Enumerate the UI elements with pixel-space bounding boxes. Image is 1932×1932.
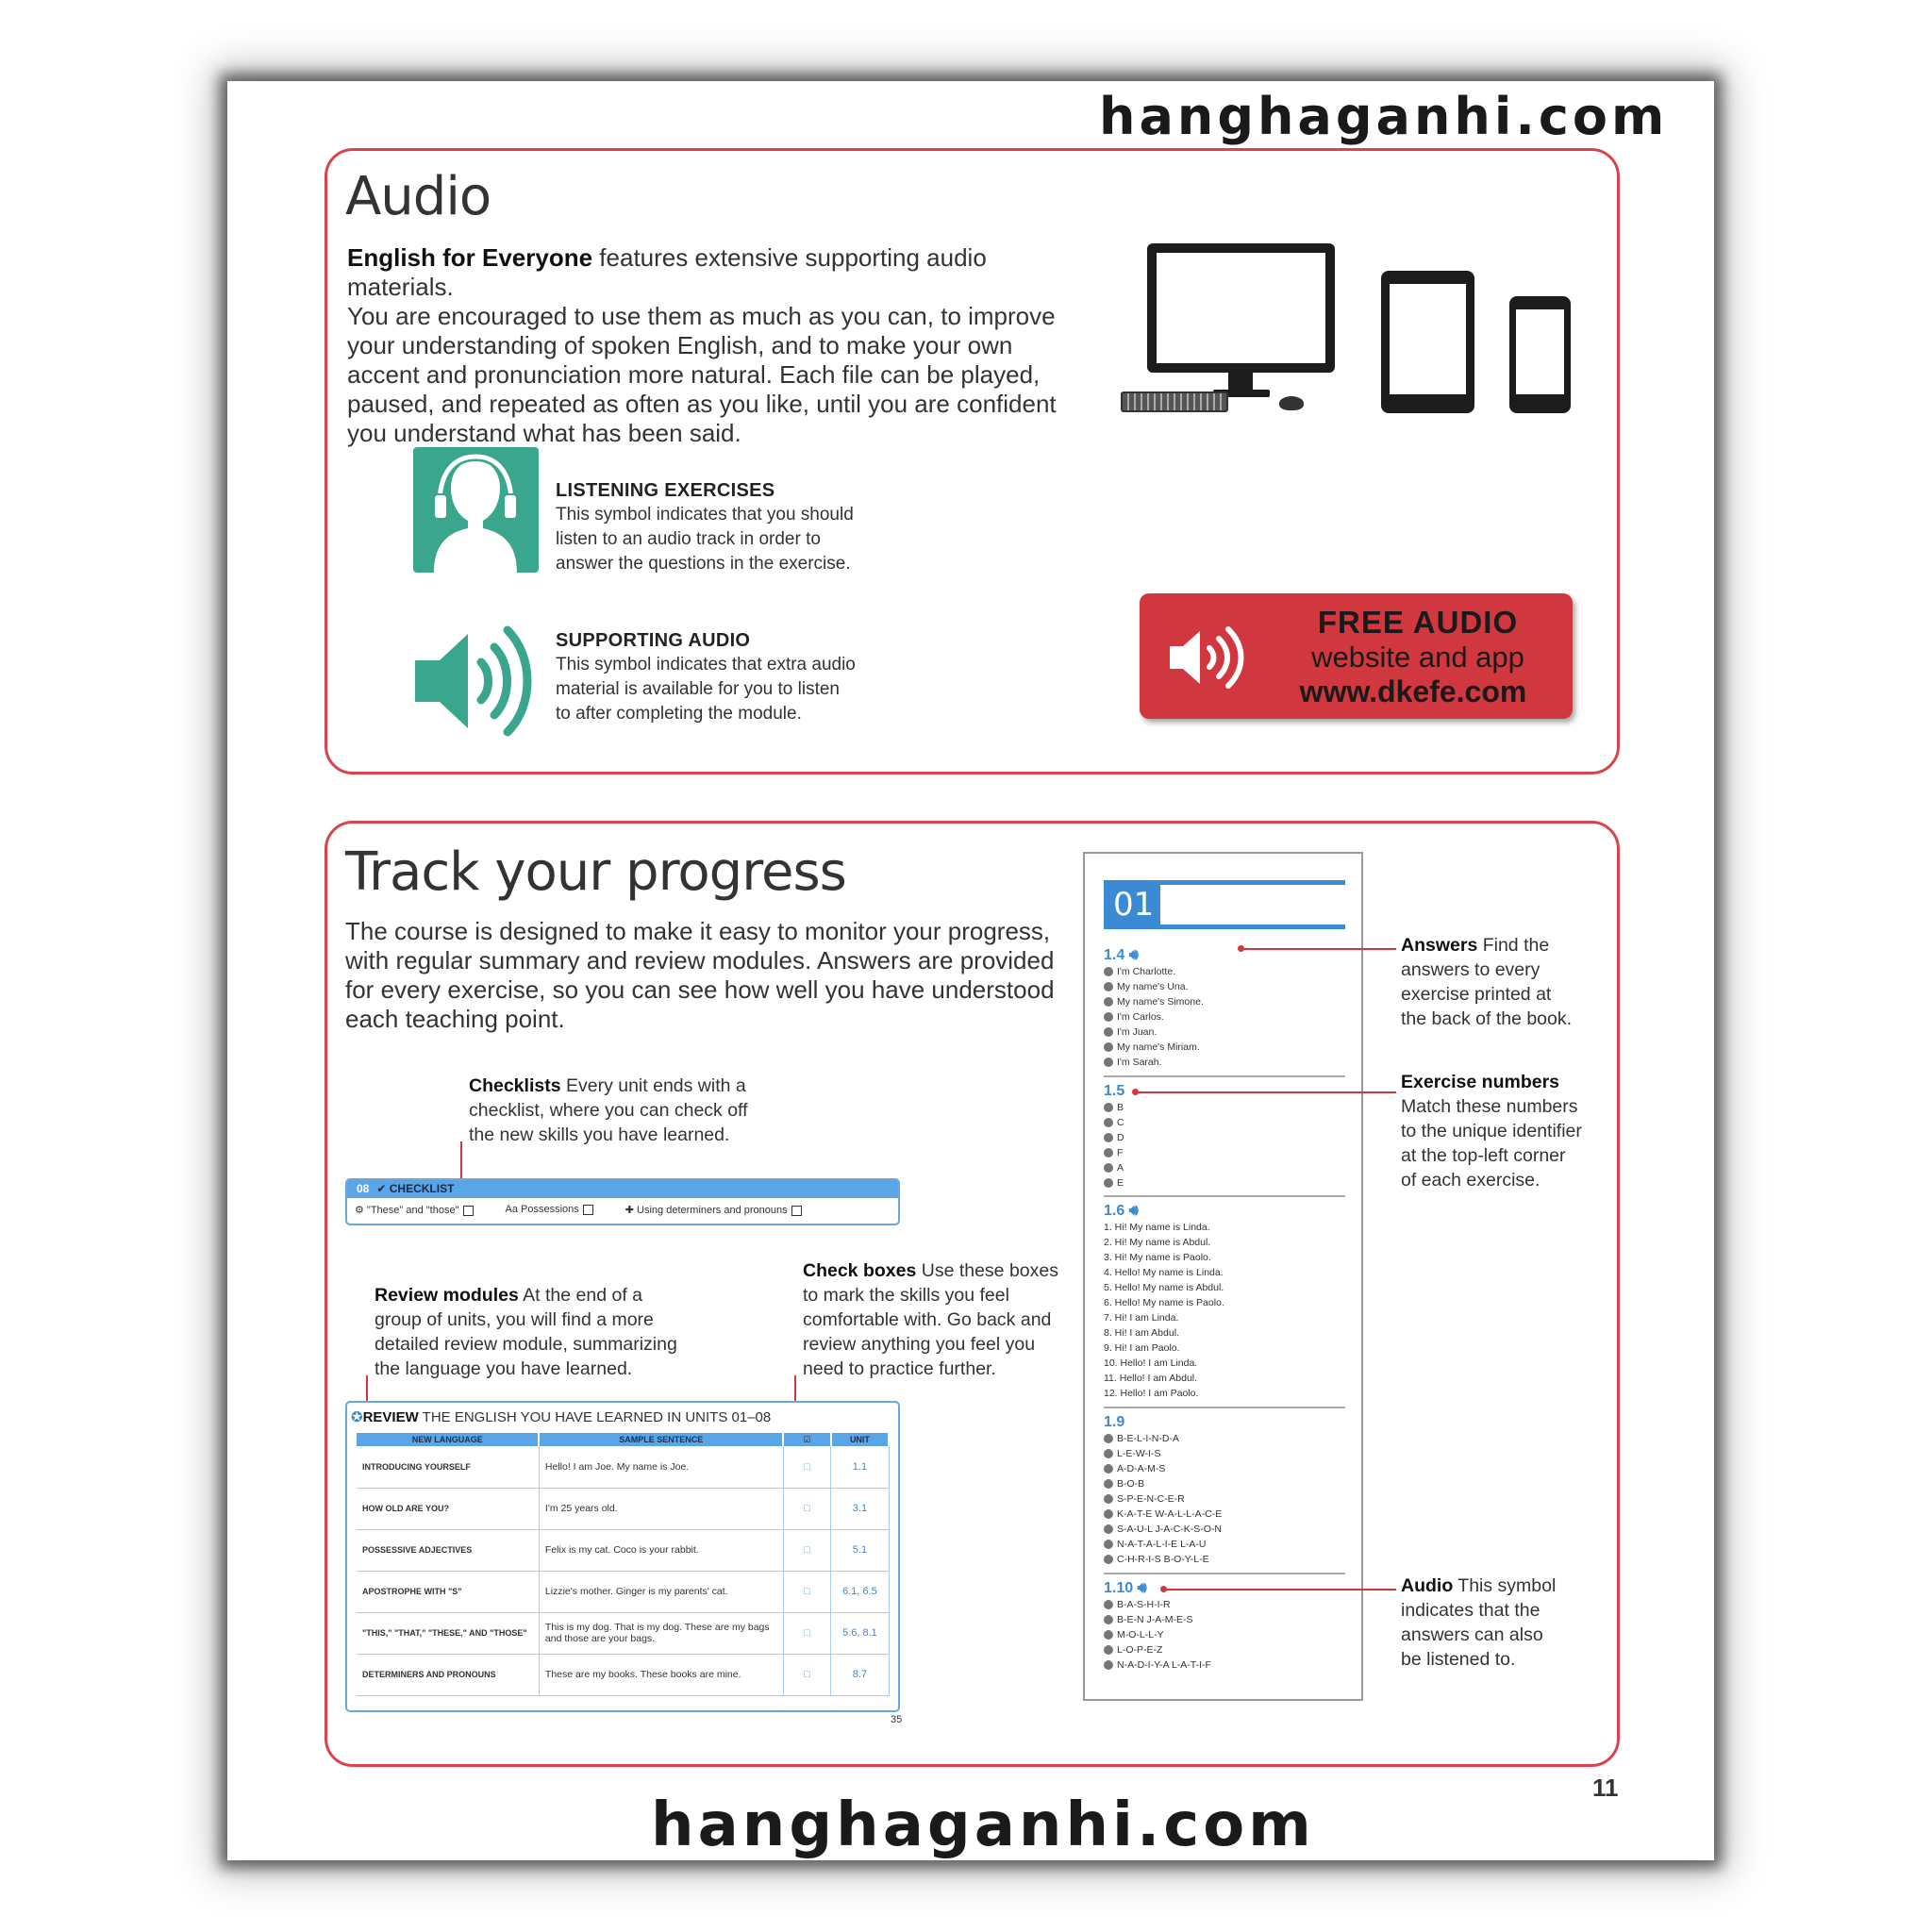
review-checkbox[interactable]: □: [783, 1571, 831, 1612]
desktop-monitor-icon: [1147, 243, 1335, 373]
checklist-sample: [345, 1178, 900, 1225]
page-number: 11: [1592, 1774, 1619, 1802]
review-note-line: group of units, you will find a more: [375, 1309, 654, 1330]
track-title: Track your progress: [345, 841, 846, 903]
answer-divider: [1104, 1573, 1345, 1574]
review-title: ✪REVIEW THE ENGLISH YOU HAVE LEARNED IN UNITS 01–08: [351, 1409, 772, 1425]
review-col-unit: UNIT: [831, 1433, 889, 1446]
keyboard-icon: [1121, 391, 1228, 412]
monitor-stand: [1228, 373, 1253, 391]
audio-intro-bold: English for Everyone: [347, 243, 593, 272]
table-row: POSSESSIVE ADJECTIVES Felix is my cat. Coco is your rabbit. □ 5.1: [357, 1529, 889, 1571]
answer-group-1-5: 1.5 B C D F A E: [1104, 1083, 1125, 1189]
unit-tab-rule: [1160, 924, 1345, 929]
watermark-bottom: hanghaganhi.com: [651, 1790, 1315, 1860]
audio-intro-line: accent and pronunciation more natural. Each file can be played,: [347, 360, 1041, 389]
audio-intro-line: features extensive supporting audio materials.: [347, 243, 987, 301]
answer-group-1-4: 1.4 🔊︎ I'm Charlotte. My name's Una. My name's Simone. I'm Carlos. I'm Juan. My name's Miriam. I'm Sarah.: [1104, 947, 1204, 1068]
checkbox[interactable]: [583, 1205, 593, 1215]
table-row: APOSTROPHE WITH "S" Lizzie's mother. Ginger is my parents' cat. □ 6.1, 6.5: [357, 1571, 889, 1612]
speaker-icon: 🔊︎: [1128, 947, 1139, 963]
smartphone-icon: [1509, 296, 1571, 413]
answers-sample: [1083, 852, 1363, 1701]
unit-tab-rule: [1160, 880, 1345, 885]
speaker-icon: 🔊︎: [1128, 1203, 1139, 1219]
table-row: HOW OLD ARE YOU? I'm 25 years old. □ 3.1: [357, 1488, 889, 1529]
review-checkbox[interactable]: □: [783, 1446, 831, 1488]
review-note: [375, 1283, 677, 1381]
unit-tab: 01: [1104, 880, 1160, 929]
audio-leader-line: [1164, 1589, 1396, 1591]
audio-intro-line: you understand what has been said.: [347, 419, 741, 447]
review-note-line: the language you have learned.: [375, 1358, 633, 1379]
answers-note-bold: Answers: [1401, 935, 1478, 956]
checkbox[interactable]: [791, 1206, 802, 1216]
checklist-item[interactable]: ⚙ "These" and "those": [355, 1204, 474, 1216]
checklist-header: 08 ✔ CHECKLIST: [347, 1180, 898, 1198]
answers-note: Answers Find the answers to every exercise printed at the back of the book.: [1401, 935, 1573, 1029]
checkboxes-note-line: Use these boxes: [916, 1260, 1058, 1281]
free-audio-label: FREE AUDIO: [1317, 605, 1519, 640]
audio-note-bold: Audio: [1401, 1575, 1454, 1596]
checklists-note-bold: Checklists: [469, 1075, 561, 1096]
answer-divider: [1104, 1407, 1345, 1408]
review-col-new-language: NEW LANGUAGE: [357, 1433, 539, 1446]
exercise-note-bold: Exercise numbers: [1401, 1072, 1560, 1092]
audio-symbol-note: Audio This symbol indicates that the answers can also be listened to.: [1401, 1575, 1557, 1670]
audio-title: Audio: [345, 166, 491, 227]
review-note-line: At the end of a: [518, 1285, 642, 1306]
answer-divider: [1104, 1195, 1345, 1197]
checklists-note-line: checklist, where you can check off: [469, 1100, 748, 1121]
review-checkbox[interactable]: □: [783, 1529, 831, 1571]
review-module-sample: [345, 1401, 903, 1725]
table-row: INTRODUCING YOURSELF Hello! I am Joe. My name is Joe. □ 1.1: [357, 1446, 889, 1488]
checklists-note-line: the new skills you have learned.: [469, 1124, 730, 1145]
review-note-line: detailed review module, summarizing: [375, 1334, 677, 1355]
review-checkbox[interactable]: □: [783, 1488, 831, 1529]
checkboxes-note-line: review anything you feel you: [803, 1334, 1036, 1355]
review-page-number: 35: [891, 1714, 903, 1725]
checkboxes-note-line: comfortable with. Go back and: [803, 1309, 1052, 1330]
answer-group-1-9: 1.9 B-E-L-I-N-D-A L-E-W-I-S A-D-A-M-S B-O-B S-P-E-N-C-E-R K-A-T-E W-A-L-L-A-C-E S-A-U-L J-A-C-K-S-O-N N-A-T-A-L-I-E L-A-U C-H-R-I-S B-O-Y-L-E: [1104, 1414, 1223, 1565]
listening-line: answer the questions in the exercise.: [556, 554, 851, 574]
checkboxes-note-line: need to practice further.: [803, 1358, 996, 1379]
track-intro: [345, 917, 1081, 1034]
speaker-icon: 🔊︎: [1137, 1580, 1147, 1596]
answer-group-1-6: 1.6 🔊︎ 1. Hi! My name is Linda. 2. Hi! My name is Abdul. 3. Hi! My name is Paolo. 4. Hello! My name is Linda. 5. Hello! My name is Abdul. 6. Hello! My name is Paolo. 7. Hi! I am Linda. 8. Hi! I am Abdul. 9. Hi! I am Paolo. 10. Hello! I am Linda. 11. Hello! I am Abdul. 12. Hello! I am Paolo.: [1104, 1203, 1224, 1399]
audio-intro-line: You are encouraged to use them as much as you can, to improve: [347, 302, 1056, 330]
review-table: [357, 1433, 890, 1696]
free-audio-badge[interactable]: [1140, 593, 1573, 719]
speaker-icon: [411, 615, 543, 747]
audio-intro-line: your understanding of spoken English, and to make your own: [347, 331, 1013, 359]
table-row: "THIS," "THAT," "THESE," AND "THOSE" This is my dog. That is my dog. These are my bags and those are your bags. □ 5.6, 8.1: [357, 1612, 889, 1654]
checkboxes-note-bold: Check boxes: [803, 1260, 917, 1281]
listening-heading: LISTENING EXERCISES: [556, 480, 775, 501]
review-col-sample-sentence: SAMPLE SENTENCE: [539, 1433, 783, 1446]
track-intro-line: for every exercise, so you can see how well you have understood: [345, 975, 1055, 1004]
free-audio-url[interactable]: www.dkefe.com: [1299, 675, 1527, 708]
review-checkbox[interactable]: □: [783, 1612, 831, 1654]
review-col-check: ☑: [783, 1433, 831, 1446]
free-audio-sub: website and app: [1311, 641, 1524, 674]
supporting-line: material is available for you to listen: [556, 679, 840, 699]
checklist-item[interactable]: Aa Possessions: [506, 1204, 593, 1216]
mouse-icon: [1279, 396, 1304, 410]
supporting-text: [556, 653, 856, 726]
review-checkbox[interactable]: □: [783, 1654, 831, 1695]
track-intro-line: with regular summary and review modules. Answers are provided: [345, 946, 1055, 974]
listening-line: This symbol indicates that you should: [556, 505, 854, 525]
tablet-icon: [1381, 271, 1474, 413]
answer-divider: [1104, 1075, 1345, 1077]
checkboxes-note-line: to mark the skills you feel: [803, 1285, 1009, 1306]
speaker-icon: [1168, 624, 1249, 691]
exercise-numbers-note: Exercise numbers Match these numbers to the unique identifier at the top-left corner of each exercise.: [1401, 1072, 1582, 1191]
track-intro-line: The course is designed to make it easy to monitor your progress,: [345, 917, 1051, 945]
track-intro-line: each teaching point.: [345, 1005, 565, 1033]
checkbox[interactable]: [463, 1206, 474, 1216]
checklists-note: [469, 1074, 748, 1147]
audio-intro-line: paused, and repeated as often as you like, until you are confident: [347, 390, 1057, 418]
review-note-bold: Review modules: [375, 1285, 519, 1306]
supporting-heading: SUPPORTING AUDIO: [556, 630, 751, 651]
watermark-top: hanghaganhi.com: [1099, 87, 1669, 146]
checkboxes-note: [803, 1258, 1058, 1381]
checklists-note-line: Every unit ends with a: [560, 1075, 746, 1096]
headphones-person-icon: [413, 447, 539, 573]
table-row: DETERMINERS AND PRONOUNS These are my books. These books are mine. □ 8.7: [357, 1654, 889, 1695]
checklist-heading: CHECKLIST: [389, 1182, 455, 1195]
listening-line: listen to an audio track in order to: [556, 529, 821, 549]
exercise-leader-line: [1136, 1091, 1396, 1093]
listening-text: [556, 503, 854, 576]
answer-group-1-10: 1.10 🔊︎ B-A-S-H-I-R B-E-N J-A-M-E-S M-O-L-L-Y L-O-P-E-Z N-A-D-I-Y-A L-A-T-I-F: [1104, 1580, 1211, 1671]
audio-intro: [347, 243, 1083, 448]
supporting-line: to after completing the module.: [556, 704, 802, 724]
answers-leader-line: [1241, 948, 1396, 950]
supporting-line: This symbol indicates that extra audio: [556, 655, 856, 675]
checklist-item[interactable]: ✚ Using determiners and pronouns: [625, 1204, 802, 1216]
checklist-number: 08: [357, 1182, 370, 1195]
review-icon: ✪: [351, 1409, 363, 1425]
